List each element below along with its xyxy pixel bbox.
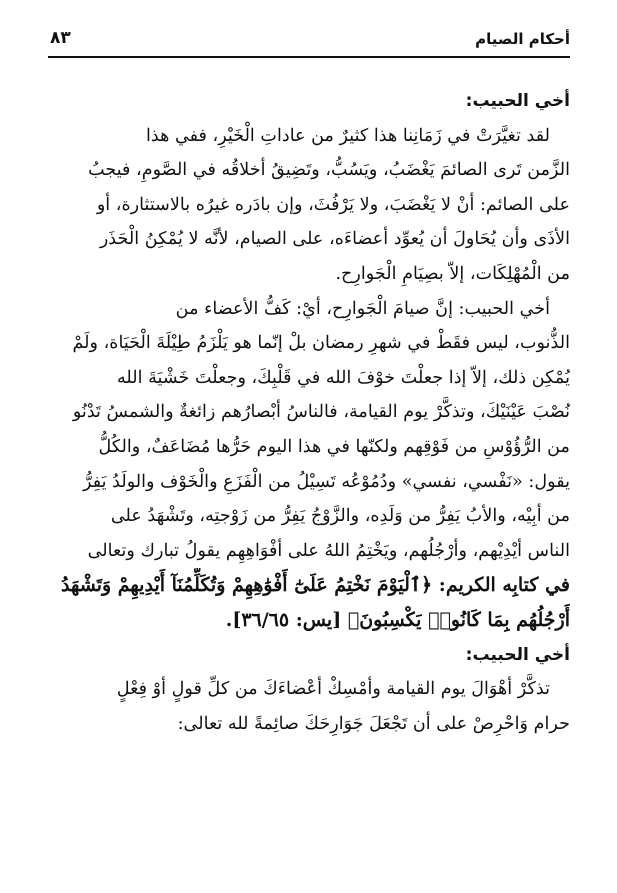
paragraph-line: الناس أيْدِيْهم، وأرْجُلُهم، ويَخْتِمُ اللهُ على أفْوَاهِهِم يقولُ تبارك وتعالى [87, 540, 570, 561]
paragraph-line: الذُّنوب، ليس فقَطْ في شهرِ رمضان بلْ إنّما هو يَلْزَمُ طِيْلَةَ الْحَيَاة، ولَمْ [72, 333, 570, 354]
paragraph-line: تذكَّرْ أهْوَالَ يوم القيامة وأمْسِكْ أعْضاءَكَ من كلِّ قولٍ أوْ فِعْلٍ [116, 679, 550, 700]
paragraph-line: من أبِيْه، والأبُ يَفِرُّ من وَلَدِه، والزَّوْجُ يَفِرُّ من زَوْجتِه، وتَشْهَدُ على [110, 506, 570, 527]
page-body [48, 84, 570, 741]
page-number: ٨٣ [50, 28, 71, 48]
section-heading: أخي الحبيب: [465, 91, 570, 111]
paragraph-line: يُمْكِن ذلك، إلاّ إذا جعلْتَ خوْفَ الله في قَلْبِكَ، وجعلْتَ خَشْيَةَ الله [116, 367, 570, 388]
paragraph-line: على الصائم: أنْ لا يَغْضَبَ، ولا يَرْفُثَ، وإن بادَره غيرُه بالاستثارة، أو [96, 194, 570, 215]
paragraph-line: أخي الحبيب: إنَّ صيامَ الْجَوارِح، أيْ: كَفُّ الأعضاء من [175, 298, 550, 319]
paragraph-line: الزَّمن تَرى الصائمَ يَغْضَبُ، ويَسُبُّ، وتَضِيقُ أخلاقُه في الصَّومِ، فيجبُ [88, 160, 570, 181]
paragraph-line: نُصْبَ عَيْنَيْكَ، وتذكَّرْ يوم القيامة، فالناسُ أبْصارُهم زائغةٌ والشمسُ تَدْنُو [72, 402, 570, 423]
paragraph-line: حرام وَاحْرِصْ على أن تَجْعَلَ جَوَارِحَكَ صائِمةً لله تعالى: [177, 713, 570, 734]
paragraph-line: الأذَى وأن يُحَاولَ أن يُعوِّد أعضاءَه، على الصيام، لأنَّه لا يُمْكِنُ الْحَذَر [99, 229, 570, 250]
page-header [48, 24, 570, 50]
quran-verse-line: في كتابِه الكريم: ﴿ٱلْيَوْمَ نَخْتِمُ عَلَىٰٓ أَفْوَٰهِهِمْ وَتُكَلِّمُنَآ أَيْدِيهِمْ وَتَشْهَدُ [61, 574, 570, 597]
running-title: أحكام الصيام [475, 30, 570, 48]
quran-verse-line: أَرْجُلُهُم بِمَا كَانُوا۟ يَكْسِبُونَ﴾ [يس: ٣٦/٦٥]. [225, 608, 570, 631]
header-rule [48, 56, 570, 58]
paragraph-line: يقول: «نَفْسي، نفسي» ودُمُوْعُه تَسِيْلُ من الْفَزَعِ والْخَوْف والولَدُ يَفِرُّ [83, 471, 570, 492]
paragraph-line: لقد تغيَّرَتْ في زَمَانِنا هذا كثيرٌ من عاداتِ الْخَيْرِ، ففي هذا [145, 125, 550, 146]
section-heading: أخي الحبيب: [465, 644, 570, 665]
paragraph-line: من الْمُهْلِكَات، إلاّ بصِيَامِ الْجَوارِح. [335, 263, 570, 284]
paragraph-line: من الرُّؤُوْسِ من فَوْقِهم ولكنّها في هذا اليوم حَرُّها مُضَاعَفٌ، والكُلُّ [98, 436, 570, 457]
